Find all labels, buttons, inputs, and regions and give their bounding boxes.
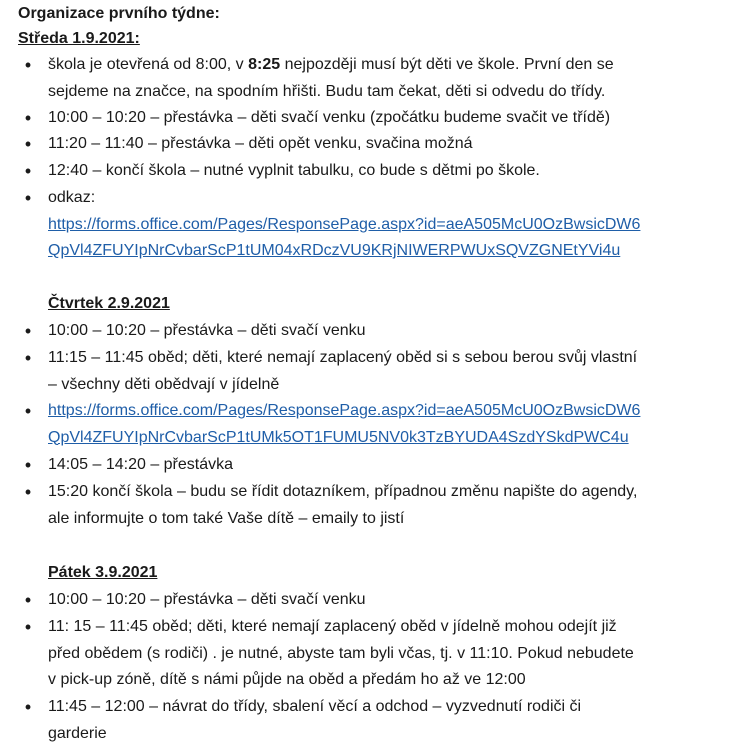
- bullet-icon: •: [24, 321, 32, 341]
- bullet-icon: •: [24, 55, 32, 75]
- bullet-icon: •: [24, 697, 32, 717]
- bullet-icon: •: [24, 482, 32, 502]
- arrival-time: 8:25: [248, 56, 281, 73]
- bullet-icon: •: [24, 188, 32, 208]
- bullet-icon: •: [24, 161, 32, 181]
- form-link-thursday[interactable]: https://forms.office.com/Pages/ResponsePage.aspx?id=aeA505McU0OzBwsicDW6 QpVl4ZFUYIpNrCvbarScP1tUMk5OT1FUMU5NV0k3TzBYUDA4SzdYSkdPWC4u: [48, 402, 641, 446]
- bullet-icon: •: [24, 348, 32, 368]
- bullet-icon: •: [24, 401, 32, 421]
- document-title: Organizace prvního týdne:: [18, 5, 220, 22]
- form-link-wednesday[interactable]: https://forms.office.com/Pages/ResponsePage.aspx?id=aeA505McU0OzBwsicDW6 QpVl4ZFUYIpNrCvbarScP1tUM04xRDczVU9KRjNIWERPWUxSQVZGNEtYVi4u: [48, 215, 641, 259]
- day-heading-friday: Pátek 3.9.2021: [48, 564, 158, 581]
- bullet-icon: •: [24, 134, 32, 154]
- day-heading-thursday: Čtvrtek 2.9.2021: [48, 295, 170, 312]
- bullet-icon: •: [24, 590, 32, 610]
- bullet-icon: •: [24, 617, 32, 637]
- document-page: Organizace prvního týdne: Středa 1.9.2021: • škola je otevřená od 8:00, v 8:25 nejpozději musí být děti ve škole. První den se sejdeme na značce, na spodním hřišti. Budu tam čekat, děti si odvedu do třídy. • 10:00 – 10:20 – přestávka – děti svačí venku (zpočátku budeme svačit ve třídě) • 11:20 – 11:40 – přestávka – děti opět venku, svačina možná • 12:40 – končí škola – nutné vyplnit tabulku, co bude s dětmi po škole. • odkaz: https://forms.office.com/Pages/ResponsePage.aspx?id=aeA505McU0OzBwsicDW6 QpVl4ZFUYIpNrCvbarScP1tUM04xRDczVU9KRjNIWERPWUxSQVZGNEtYVi4u Čtvrtek 2.9.2021 • 10:00 – 10:20 – přestávka – děti svačí venku • 11:15 – 11:45 oběd; děti, které nemají zaplacený oběd si s sebou berou svůj vlastní – všechny děti obědvají v jídelně • https://forms.office.com/Pages/ResponsePage.aspx?id=aeA505McU0OzBwsicDW6 QpVl4ZFUYIpNrCvbarScP1tUMk5OT1FUMU5NV0k3TzBYUDA4SzdYSkdPWC4u • 14:05 – 14:20 – přestávka • 15:20 končí škola – budu se řídit dotazníkem, případnou změnu napište do agendy, ale informujte o tom také Vaše dítě – emaily to jistí Pátek 3.9.2021 • 10:00 – 10:20 – přestávka – děti svačí venku • 11: 15 – 11:45 oběd; děti, které nemají zaplacený oběd v jídelně mohou odejít již před obědem (s rodiči) . je nutné, abyste tam byli včas, tj. v 11:10. Pokud nebudete v pick-up zóně, dítě s námi půjde na oběd a předám ho až ve 12:00 • 11:45 – 12:00 – návrat do třídy, sbalení věcí a odchod – vyzvednutí rodiči či garderie: [0, 0, 754, 755]
- day-heading-wednesday: Středa 1.9.2021:: [18, 30, 140, 47]
- bullet-icon: •: [24, 455, 32, 475]
- bullet-icon: •: [24, 108, 32, 128]
